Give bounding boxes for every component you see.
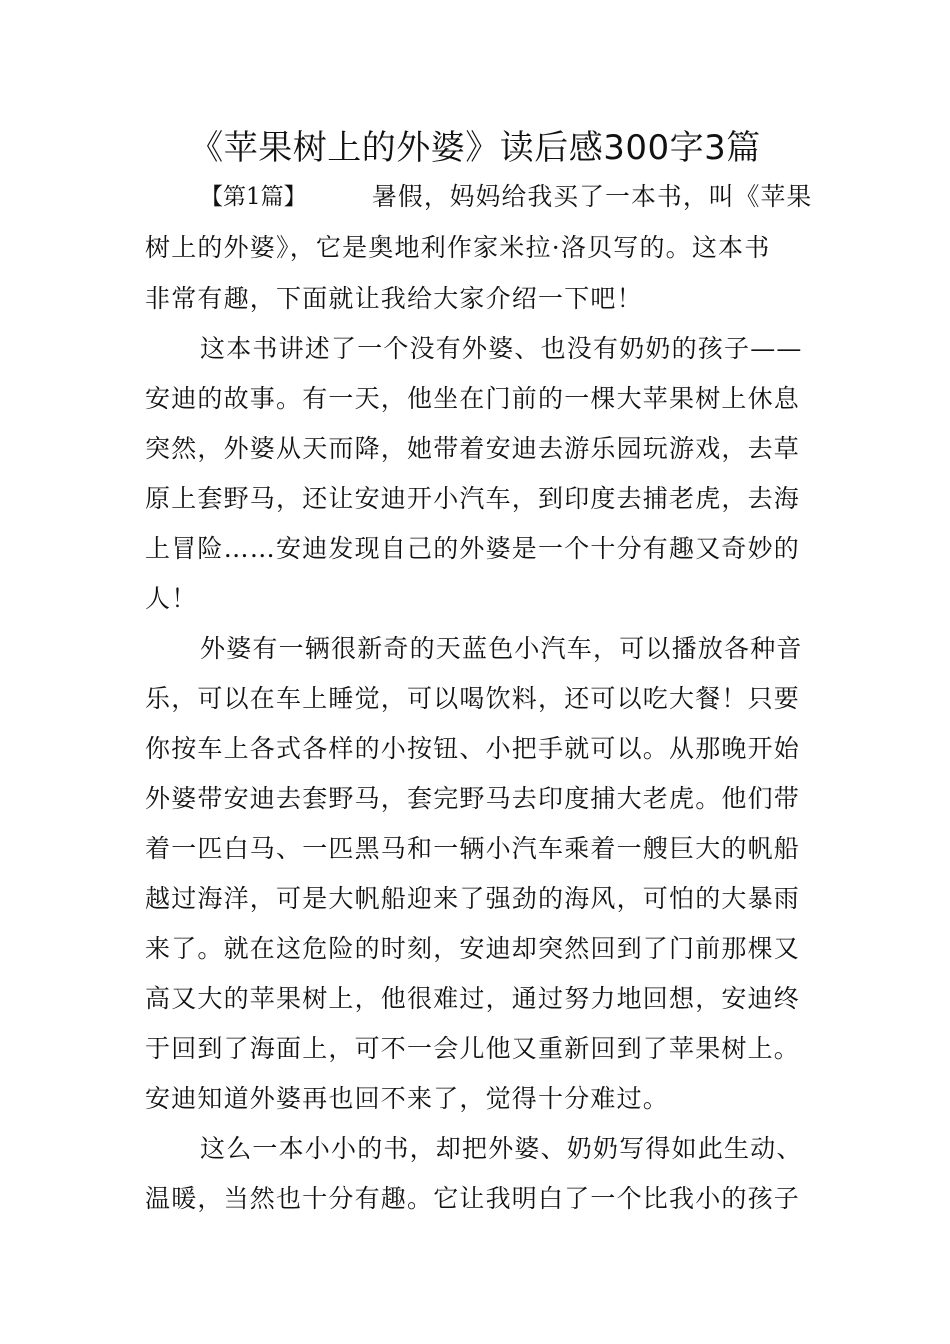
document-title: 《苹果树上的外婆》读后感300字3篇: [189, 128, 761, 168]
text-line: 暑假，妈妈给我买了一本书，叫《苹果: [372, 182, 813, 211]
text-line: 上冒险……安迪发现自己的外婆是一个十分有趣又奇妙的: [145, 534, 801, 563]
text-line: 原上套野马，还让安迪开小汽车，到印度去捕老虎，去海: [145, 484, 801, 513]
text-line: 这么一本小小的书，却把外婆、奶奶写得如此生动、: [200, 1134, 803, 1163]
text-line: 你按车上各式各样的小按钮、小把手就可以。从那晚开始: [145, 734, 801, 763]
text-line: 安迪的故事。有一天，他坐在门前的一棵大苹果树上休息: [145, 384, 801, 413]
text-line: 着一匹白马、一匹黑马和一辆小汽车乘着一艘巨大的帆船: [145, 834, 801, 863]
text-line: 这本书讲述了一个没有外婆、也没有奶奶的孩子——: [200, 334, 803, 363]
text-line: 越过海洋，可是大帆船迎来了强劲的海风，可怕的大暴雨: [145, 884, 801, 913]
text-line: 外婆带安迪去套野马，套完野马去印度捕大老虎。他们带: [145, 784, 801, 813]
text-line: 外婆有一辆很新奇的天蓝色小汽车，可以播放各种音: [200, 634, 803, 663]
text-line: 于回到了海面上，可不一会儿他又重新回到了苹果树上。: [145, 1034, 801, 1063]
text-line: 突然，外婆从天而降，她带着安迪去游乐园玩游戏，去草: [145, 434, 801, 463]
text-line: 温暖，当然也十分有趣。它让我明白了一个比我小的孩子: [145, 1184, 801, 1213]
text-line: 非常有趣，下面就让我给大家介绍一下吧！: [145, 284, 643, 313]
text-line: 树上的外婆》，它是奥地利作家米拉·洛贝写的。这本书: [145, 233, 771, 262]
text-line: 乐，可以在车上睡觉，可以喝饮料，还可以吃大餐！只要: [145, 684, 801, 713]
text-line: 高又大的苹果树上，他很难过，通过努力地回想，安迪终: [145, 984, 801, 1013]
text-line: 安迪知道外婆再也回不来了，觉得十分难过。: [145, 1084, 670, 1113]
text-line: 人！: [145, 584, 198, 613]
text-line: 来了。就在这危险的时刻，安迪却突然回到了门前那棵又: [145, 934, 801, 963]
section-label: 【第1篇】: [200, 184, 307, 210]
